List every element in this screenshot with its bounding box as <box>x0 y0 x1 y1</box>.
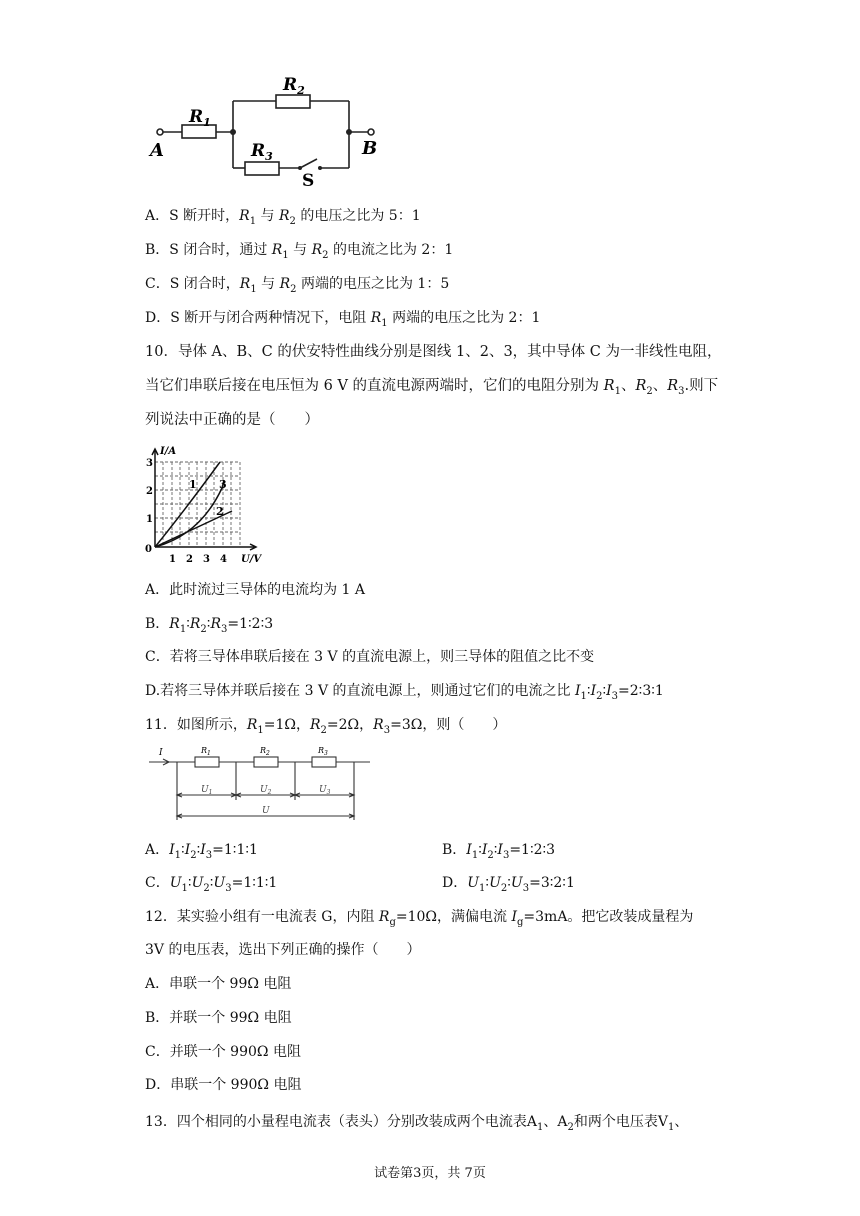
curve-3-label: 3 <box>219 478 227 491</box>
r3-label: $R_3$ <box>318 746 328 757</box>
origin-label: 0 <box>145 544 152 555</box>
q13-stem: 13．四个相同的小量程电流表（表头）分别改装成两个电流表$A_1$、$A_2$和两个电压表$V_1$、 <box>145 1114 689 1133</box>
q11-option-c: C．$U_1∶U_2∶U_3=1∶1∶1$ <box>145 875 278 894</box>
x-tick-4: 4 <box>220 554 227 565</box>
x-tick-2: 2 <box>186 554 193 565</box>
q11-stem: 11．如图所示，$R_1=1\Omega$，$R_2=2\Omega$，$R_3=3\Omega$，则（ ） <box>145 717 507 736</box>
label-r2: $R_2$ <box>283 75 305 97</box>
x-tick-3: 3 <box>203 554 210 565</box>
q9-option-c: C．S 闭合时，$R_1$ 与 $R_2$ 两端的电压之比为 1：5 <box>145 276 450 295</box>
page-footer: 试卷第3页，共 7页 <box>374 1166 486 1181</box>
y-tick-1: 1 <box>146 514 153 525</box>
q9-option-a: A．S 断开时，$R_1$ 与 $R_2$ 的电压之比为 5：1 <box>145 208 421 227</box>
q11-option-a: A．$I_1∶I_2∶I_3=1∶1∶1$ <box>145 842 258 861</box>
y-tick-2: 2 <box>146 486 153 497</box>
q10-iu-chart <box>140 440 280 570</box>
u2-label: $U_2$ <box>260 785 272 796</box>
q11-option-b: B．$I_1∶I_2∶I_3=1∶2∶3$ <box>442 842 556 861</box>
q9-option-d: D．S 断开与闭合两种情况下，电阻 $R_1$ 两端的电压之比为 2：1 <box>145 310 541 329</box>
label-r1: $R_1$ <box>189 107 211 129</box>
q9-circuit-diagram <box>140 68 390 193</box>
u-total-label: U <box>262 806 270 816</box>
curve-1-label: 1 <box>189 478 197 491</box>
terminal-a: A <box>150 140 164 161</box>
q11-series-circuit <box>145 742 375 824</box>
q10-option-d: D.若将三导体并联后接在 3 V 的直流电源上，则通过它们的电流之比 $I_1∶I_2∶I_3=2∶3∶1$ <box>145 683 664 702</box>
q12-stem-line1: 12．某实验小组有一电流表 G，内阻 $R_g=10\Omega$，满偏电流 $I_g=3mA$。把它改装成量程为 <box>145 909 694 928</box>
switch-label: S <box>302 171 315 191</box>
terminal-b: B <box>362 138 378 159</box>
x-axis-label: U/V <box>241 554 262 565</box>
q12-option-d: D．串联一个 990Ω 电阻 <box>145 1077 302 1093</box>
q10-option-c: C．若将三导体串联后接在 3 V 的直流电源上，则三导体的阻值之比不变 <box>145 649 595 665</box>
r2-label: $R_2$ <box>260 746 270 757</box>
x-tick-1: 1 <box>169 554 176 565</box>
y-axis-label: I/A <box>160 446 177 457</box>
q10-stem-line2: 当它们串联后接在电压恒为 6 V 的直流电源两端时，它们的电阻分别为 $R_1$、$R_2$、$R_3$.则下 <box>145 378 719 397</box>
r1-label: $R_1$ <box>201 746 211 757</box>
curve-2-label: 2 <box>216 505 224 518</box>
q12-stem-line2: 3V 的电压表，选出下列正确的操作（ ） <box>145 942 421 958</box>
y-tick-3: 3 <box>146 458 153 469</box>
q11-option-d: D．$U_1∶U_2∶U_3=3∶2∶1$ <box>442 875 575 894</box>
q9-option-b: B．S 闭合时，通过 $R_1$ 与 $R_2$ 的电流之比为 2：1 <box>145 242 454 261</box>
q10-option-a: A．此时流过三导体的电流均为 1 A <box>145 582 366 598</box>
q10-stem-line1: 10．导体 A、B、C 的伏安特性曲线分别是图线 1、2、3，其中导体 C 为一非线性电阻， <box>145 344 722 360</box>
label-r3: $R_3$ <box>251 141 273 163</box>
q12-option-b: B．并联一个 99Ω 电阻 <box>145 1010 292 1026</box>
q10-stem-line3: 列说法中正确的是（ ） <box>145 412 319 428</box>
q10-option-b: B．$R_1∶R_2∶R_3=1∶2∶3$ <box>145 616 274 635</box>
q12-option-c: C．并联一个 990Ω 电阻 <box>145 1044 301 1060</box>
u3-label: $U_3$ <box>319 785 331 796</box>
u1-label: $U_1$ <box>201 785 213 796</box>
q12-option-a: A．串联一个 99Ω 电阻 <box>145 976 292 992</box>
current-label: I <box>159 748 163 758</box>
